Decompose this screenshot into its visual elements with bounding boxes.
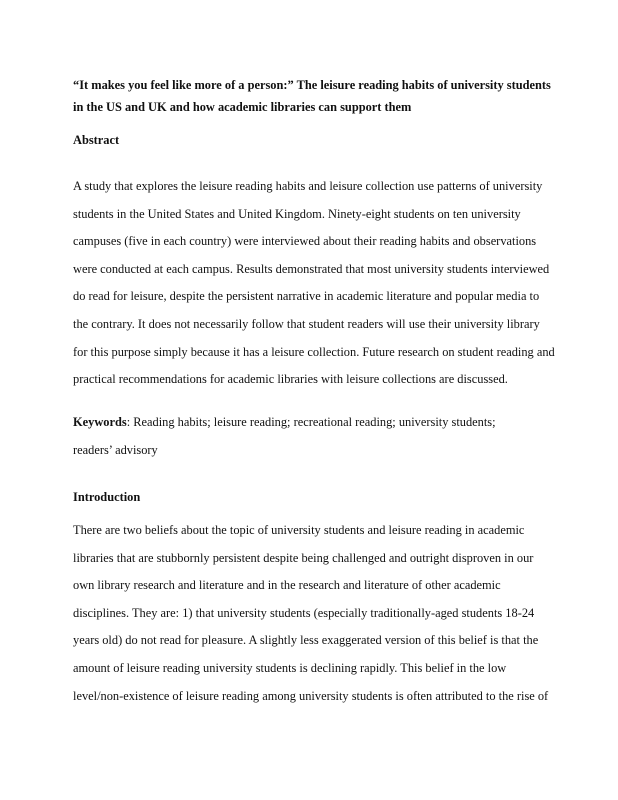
introduction-heading: Introduction (73, 490, 141, 504)
abstract-line: A study that explores the leisure reading habits and leisure collection use patterns of university (73, 179, 543, 193)
keywords-line: readers’ advisory (73, 442, 158, 457)
introduction-line: own library research and literature and in the research and literature of other academic (73, 578, 501, 593)
keywords-section (73, 409, 583, 464)
keywords-list: : Reading habits; leisure reading; recreational reading; university students; (126, 415, 496, 429)
abstract-heading: Abstract (73, 133, 120, 147)
abstract-line: were conducted at each campus. Results demonstrated that most university students interviewed (73, 261, 550, 276)
introduction-line: There are two beliefs about the topic of university students and leisure reading in academic (73, 523, 525, 537)
title-line: “It makes you feel like more of a person:” The leisure reading habits of university students (73, 78, 551, 92)
abstract-line: the contrary. It does not necessarily follow that student readers will use their university library (73, 316, 540, 331)
abstract-line: students in the United States and United Kingdom. Ninety-eight students on ten university (73, 206, 521, 221)
paper-title (73, 74, 573, 118)
abstract-body (73, 173, 583, 394)
introduction-line: amount of leisure reading university students is declining rapidly. This belief in the low (73, 660, 507, 675)
keywords-line (73, 409, 583, 437)
introduction-line: disciplines. They are: 1) that university students (especially traditionally-aged students 18-24 (73, 605, 535, 620)
introduction-body (73, 517, 583, 710)
introduction-line: libraries that are stubbornly persistent despite being challenged and outright disproven in our (73, 550, 534, 565)
abstract-line: do read for leisure, despite the persistent narrative in academic literature and popular media to (73, 289, 540, 304)
abstract-line: for this purpose simply because it has a leisure collection. Future research on student reading and (73, 344, 555, 359)
keywords-label: Keywords (73, 415, 127, 429)
introduction-line: years old) do not read for pleasure. A slightly less exaggerated version of this belief is that the (73, 633, 539, 648)
abstract-line: practical recommendations for academic libraries with leisure collections are discussed. (73, 372, 508, 387)
introduction-line: level/non-existence of leisure reading among university students is often attributed to the rise of (73, 688, 549, 703)
title-line: in the US and UK and how academic libraries can support them (73, 100, 412, 114)
abstract-line: campuses (five in each country) were interviewed about their reading habits and observations (73, 234, 537, 249)
